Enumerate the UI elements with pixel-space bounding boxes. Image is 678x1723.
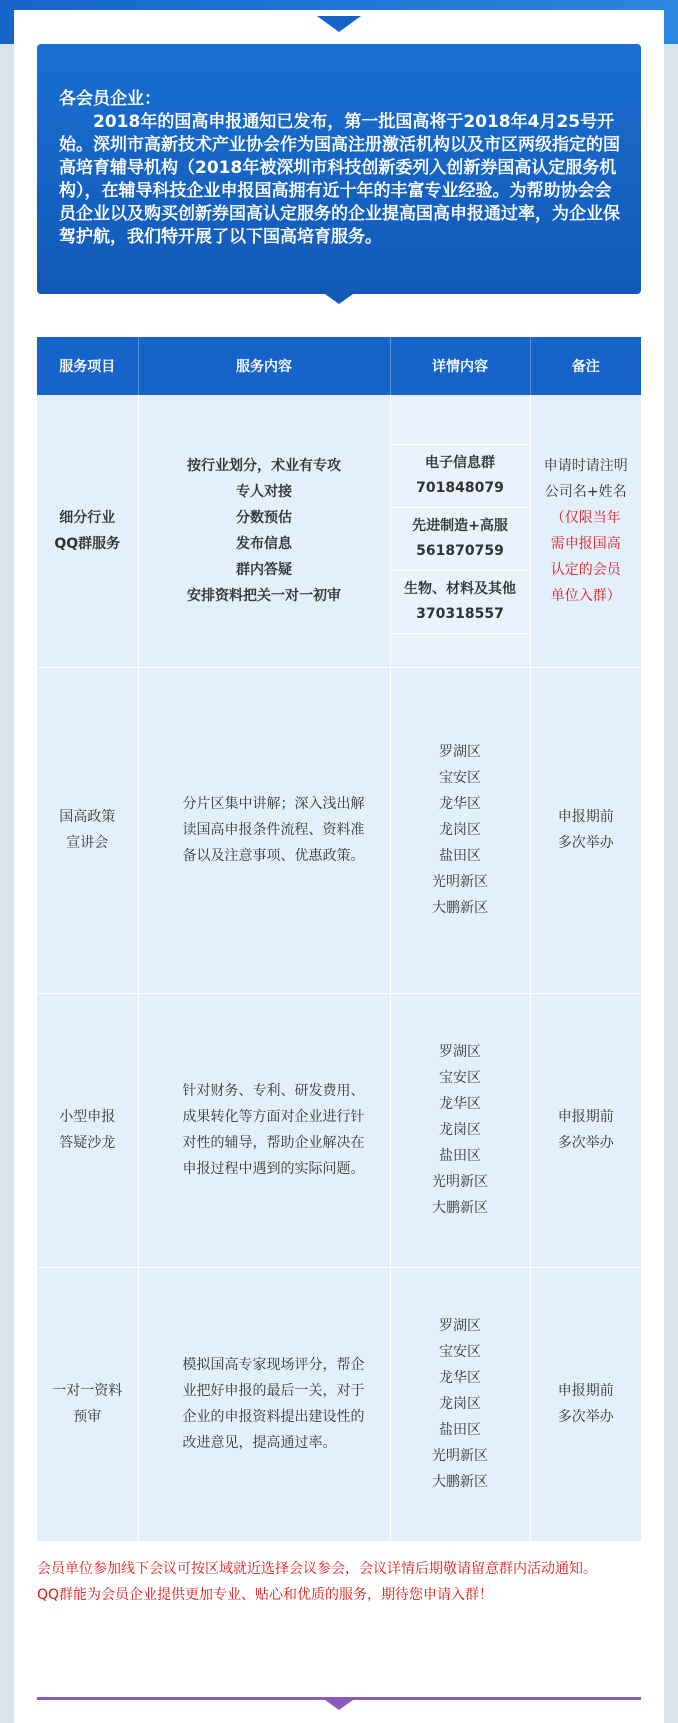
service-name-line: 一对一资料 bbox=[52, 1383, 123, 1399]
note-line: 申报期前 bbox=[557, 809, 614, 825]
district-list bbox=[390, 993, 530, 1267]
table-header-row bbox=[37, 337, 641, 395]
district: 宝安区 bbox=[439, 770, 481, 786]
qq-group-manufacturing bbox=[391, 507, 530, 570]
qq-group-electronic bbox=[391, 444, 530, 507]
district: 龙华区 bbox=[439, 1370, 481, 1386]
group-spacer bbox=[391, 398, 530, 444]
content-line: 按行业划分，术业有专攻 bbox=[187, 457, 341, 474]
footnote-line: QQ群能为会员企业提供更加专业、贴心和优质的服务，期待您申请入群！ bbox=[37, 1587, 494, 1603]
header-note: 备注 bbox=[530, 337, 641, 395]
qq-group-name: 先进制造+高服 bbox=[412, 518, 508, 535]
note-cell bbox=[530, 667, 641, 993]
note-line: 多次举办 bbox=[557, 835, 614, 851]
district: 盐田区 bbox=[439, 1148, 481, 1164]
note-red-line: 需申报国高 bbox=[550, 535, 621, 552]
content-line: 专人对接 bbox=[236, 483, 292, 500]
district: 龙岗区 bbox=[439, 1396, 481, 1412]
table-row bbox=[37, 1267, 641, 1541]
district: 盐田区 bbox=[439, 848, 481, 864]
note-line: 申请时请注明 bbox=[543, 457, 628, 474]
service-content: 分片区集中讲解；深入浅出解读国高申报条件流程、资料准备以及注意事项、优惠政策。 bbox=[138, 667, 390, 993]
header-service-content: 服务内容 bbox=[138, 337, 390, 395]
table-row bbox=[37, 993, 641, 1267]
district: 罗湖区 bbox=[439, 1044, 481, 1060]
district: 光明新区 bbox=[432, 874, 488, 890]
qq-group-number: 701848079 bbox=[416, 480, 504, 497]
service-name-line: QQ群服务 bbox=[54, 535, 121, 552]
content-line: 群内答疑 bbox=[236, 561, 292, 578]
district: 盐田区 bbox=[439, 1422, 481, 1438]
service-name bbox=[37, 395, 138, 667]
district: 龙华区 bbox=[439, 796, 481, 812]
intro-greeting: 各会员企业： bbox=[59, 89, 161, 109]
intro-pointer bbox=[325, 294, 353, 304]
district: 光明新区 bbox=[432, 1448, 488, 1464]
footnote-line: 会员单位参加线下会议可按区域就近选择会议参会，会议详情后期敬请留意群内活动通知。 bbox=[37, 1561, 597, 1577]
qq-groups-cell bbox=[390, 395, 530, 667]
header-service-item: 服务项目 bbox=[37, 337, 138, 395]
service-name bbox=[37, 993, 138, 1267]
note-red-line: 单位入群） bbox=[550, 587, 621, 604]
service-content bbox=[138, 395, 390, 667]
note-red-line: 认定的会员 bbox=[550, 561, 621, 578]
note-line: 多次举办 bbox=[557, 1409, 614, 1425]
qq-group-list bbox=[391, 398, 530, 663]
service-name-line: 宣讲会 bbox=[66, 835, 109, 851]
service-name bbox=[37, 667, 138, 993]
district: 宝安区 bbox=[439, 1344, 481, 1360]
qq-group-number: 370318557 bbox=[416, 606, 504, 623]
footnote bbox=[37, 1556, 641, 1608]
note-red-line: （仅限当年 bbox=[550, 509, 621, 526]
district: 罗湖区 bbox=[439, 1318, 481, 1334]
service-content: 针对财务、专利、研发费用、成果转化等方面对企业进行针对性的辅导，帮助企业解决在申报过程中遇到的实际问题。 bbox=[138, 993, 390, 1267]
note-cell bbox=[530, 1267, 641, 1541]
district-list bbox=[390, 667, 530, 993]
district: 龙岗区 bbox=[439, 1122, 481, 1138]
district: 大鹏新区 bbox=[432, 900, 488, 916]
service-name-line: 细分行业 bbox=[59, 509, 116, 526]
note-cell bbox=[530, 395, 641, 667]
qq-group-name: 电子信息群 bbox=[425, 455, 495, 472]
intro-box bbox=[37, 44, 641, 294]
district: 大鹏新区 bbox=[432, 1200, 488, 1216]
group-spacer bbox=[391, 633, 530, 663]
note-line: 公司名+姓名 bbox=[544, 483, 627, 500]
qq-group-biotech bbox=[391, 570, 530, 633]
note-line: 申报期前 bbox=[557, 1383, 614, 1399]
service-name-line: 答疑沙龙 bbox=[59, 1135, 116, 1151]
district: 光明新区 bbox=[432, 1174, 488, 1190]
service-name-line: 国高政策 bbox=[59, 809, 116, 825]
content-line: 分数预估 bbox=[236, 509, 292, 526]
district-list bbox=[390, 1267, 530, 1541]
service-name-line: 小型申报 bbox=[59, 1109, 116, 1125]
district: 龙华区 bbox=[439, 1096, 481, 1112]
table-row bbox=[37, 395, 641, 667]
qq-group-name: 生物、材料及其他 bbox=[404, 581, 516, 598]
district: 大鹏新区 bbox=[432, 1474, 488, 1490]
service-content: 模拟国高专家现场评分，帮企业把好申报的最后一关，对于企业的申报资料提出建设性的改进意见，提高通过率。 bbox=[138, 1267, 390, 1541]
qq-group-number: 561870759 bbox=[416, 543, 504, 560]
bottom-pointer bbox=[325, 1700, 353, 1710]
district: 罗湖区 bbox=[439, 744, 481, 760]
content-line: 安排资料把关一对一初审 bbox=[187, 587, 341, 604]
top-notch bbox=[317, 16, 361, 32]
note-cell bbox=[530, 993, 641, 1267]
note-line: 多次举办 bbox=[557, 1135, 614, 1151]
district: 龙岗区 bbox=[439, 822, 481, 838]
service-table bbox=[37, 337, 641, 1542]
district: 宝安区 bbox=[439, 1070, 481, 1086]
intro-body: 2018年的国高申报通知已发布，第一批国高将于2018年4月25号开始。深圳市高新技术产业协会作为国高注册激活机构以及市区两级指定的国高培育辅导机构（2018年被深圳市科技创新委列入创新券国高认定服务机构），在辅导科技企业申报国高拥有近十年的丰富专业经验。为帮助协会会员企业以及购买创新券国高认定服务的企业提高国高申报通过率，为企业保驾护航，我们特开展了以下国高培育服务。 bbox=[59, 112, 620, 247]
table-row bbox=[37, 667, 641, 993]
note-line: 申报期前 bbox=[557, 1109, 614, 1125]
header-detail: 详情内容 bbox=[390, 337, 530, 395]
service-name-line: 预审 bbox=[73, 1409, 102, 1425]
service-name bbox=[37, 1267, 138, 1541]
content-line: 发布信息 bbox=[236, 535, 292, 552]
